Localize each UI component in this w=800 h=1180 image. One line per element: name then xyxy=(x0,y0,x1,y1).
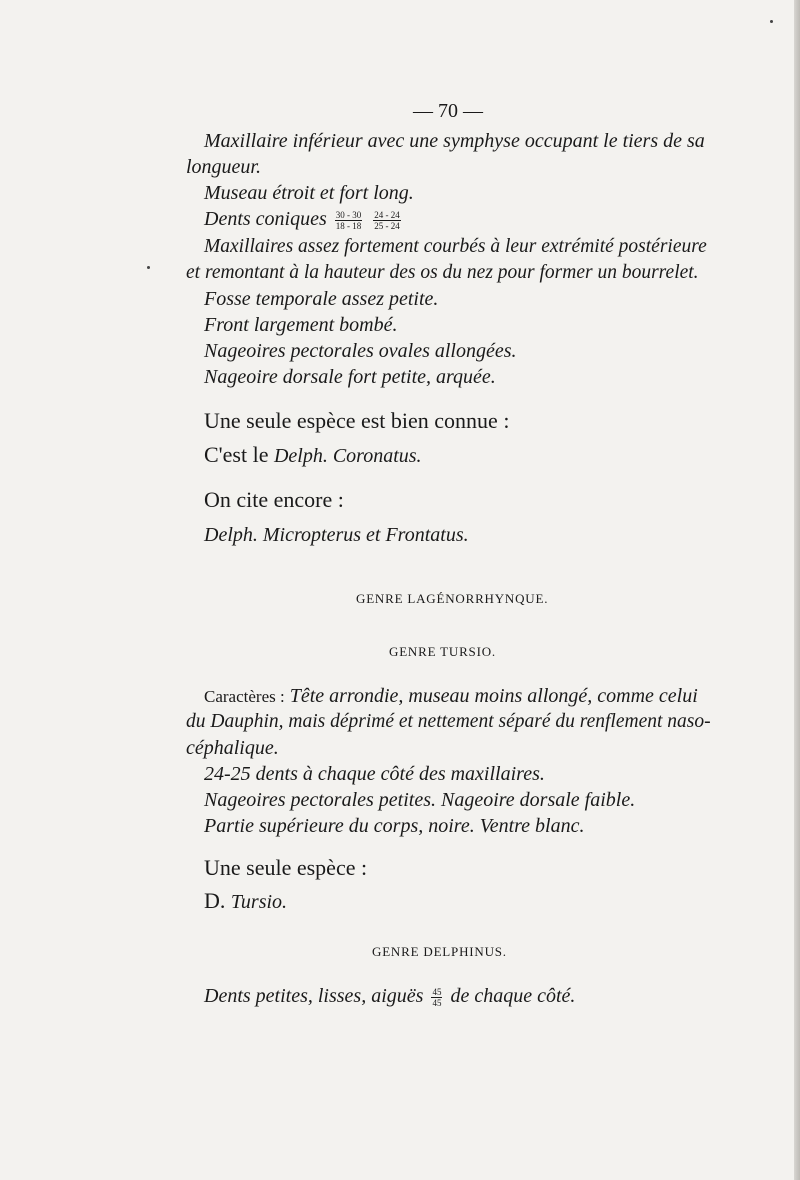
page-number: — 70 — xyxy=(413,100,483,122)
text-line: Nageoires pectorales petites. Nageoire dorsale faible. xyxy=(204,789,636,811)
text-line: longueur. xyxy=(186,156,261,178)
page-edge xyxy=(794,0,800,1180)
tursio-species xyxy=(204,888,287,914)
dent-formula-right xyxy=(373,210,401,231)
species-name: Tursio. xyxy=(230,891,288,913)
delphinus-teeth-line xyxy=(204,985,575,1008)
caracteres-line xyxy=(204,685,698,708)
dent-formula-left xyxy=(335,210,363,231)
text-line: Maxillaire inférieur avec une symphyse occupant le tiers de sa xyxy=(204,130,705,152)
text-line: Fosse temporale assez petite. xyxy=(204,288,439,310)
text-line: Museau étroit et fort long. xyxy=(204,182,414,204)
text-line: Front largement bombé. xyxy=(204,314,398,336)
fraction-denominator: 18 - 18 xyxy=(335,220,362,231)
fraction-denominator: 25 - 24 xyxy=(374,220,400,231)
text-line: Nageoires pectorales ovales allongées. xyxy=(204,340,517,362)
text-line: Dents coniques xyxy=(204,208,327,230)
fraction-denominator: 45 xyxy=(432,997,442,1008)
fraction-numerator: 24 - 24 xyxy=(374,209,400,220)
text-line: Tête arrondie, museau moins allongé, comme celui xyxy=(289,685,698,707)
une-seule-espece: Une seule espèce : xyxy=(204,855,368,880)
teeth-fraction xyxy=(431,987,442,1008)
species-prefix: D. xyxy=(204,888,226,913)
text-line: céphalique. xyxy=(186,737,279,759)
text-line: Nageoire dorsale fort petite, arquée. xyxy=(204,366,496,388)
text-line: Partie supérieure du corps, noire. Ventre blanc. xyxy=(204,815,585,837)
dent-formula-line xyxy=(204,208,404,231)
other-species: Delph. Micropterus et Frontatus. xyxy=(204,524,469,546)
text-line: de chaque côté. xyxy=(450,985,576,1007)
species-name: Delph. Coronatus. xyxy=(273,445,422,467)
caracteres-label: Caractères : xyxy=(204,687,285,706)
text-line: et remontant à la hauteur des os du nez pour former un bourrelet. xyxy=(186,262,699,283)
species-intro: Une seule espèce est bien connue : xyxy=(204,408,510,433)
genre-heading: GENRE LAGÉNORRHYNQUE. xyxy=(356,591,549,606)
fraction-numerator: 45 xyxy=(432,986,442,997)
text-line: du Dauphin, mais déprimé et nettement séparé du renflement naso- xyxy=(186,711,711,732)
genre-heading: GENRE DELPHINUS. xyxy=(372,944,507,959)
text-line: Maxillaires assez fortement courbés à leur extrémité postérieure xyxy=(204,236,707,257)
ink-speck xyxy=(147,266,150,269)
species-line xyxy=(204,442,422,468)
ink-speck xyxy=(770,20,773,23)
text-line: Dents petites, lisses, aiguës xyxy=(204,985,424,1007)
on-cite: On cite encore : xyxy=(204,487,344,512)
genre-heading: GENRE TURSIO. xyxy=(389,644,496,659)
fraction-numerator: 30 - 30 xyxy=(335,209,362,220)
species-cest: C'est le xyxy=(204,442,269,467)
text-line: 24-25 dents à chaque côté des maxillaires. xyxy=(204,763,545,785)
